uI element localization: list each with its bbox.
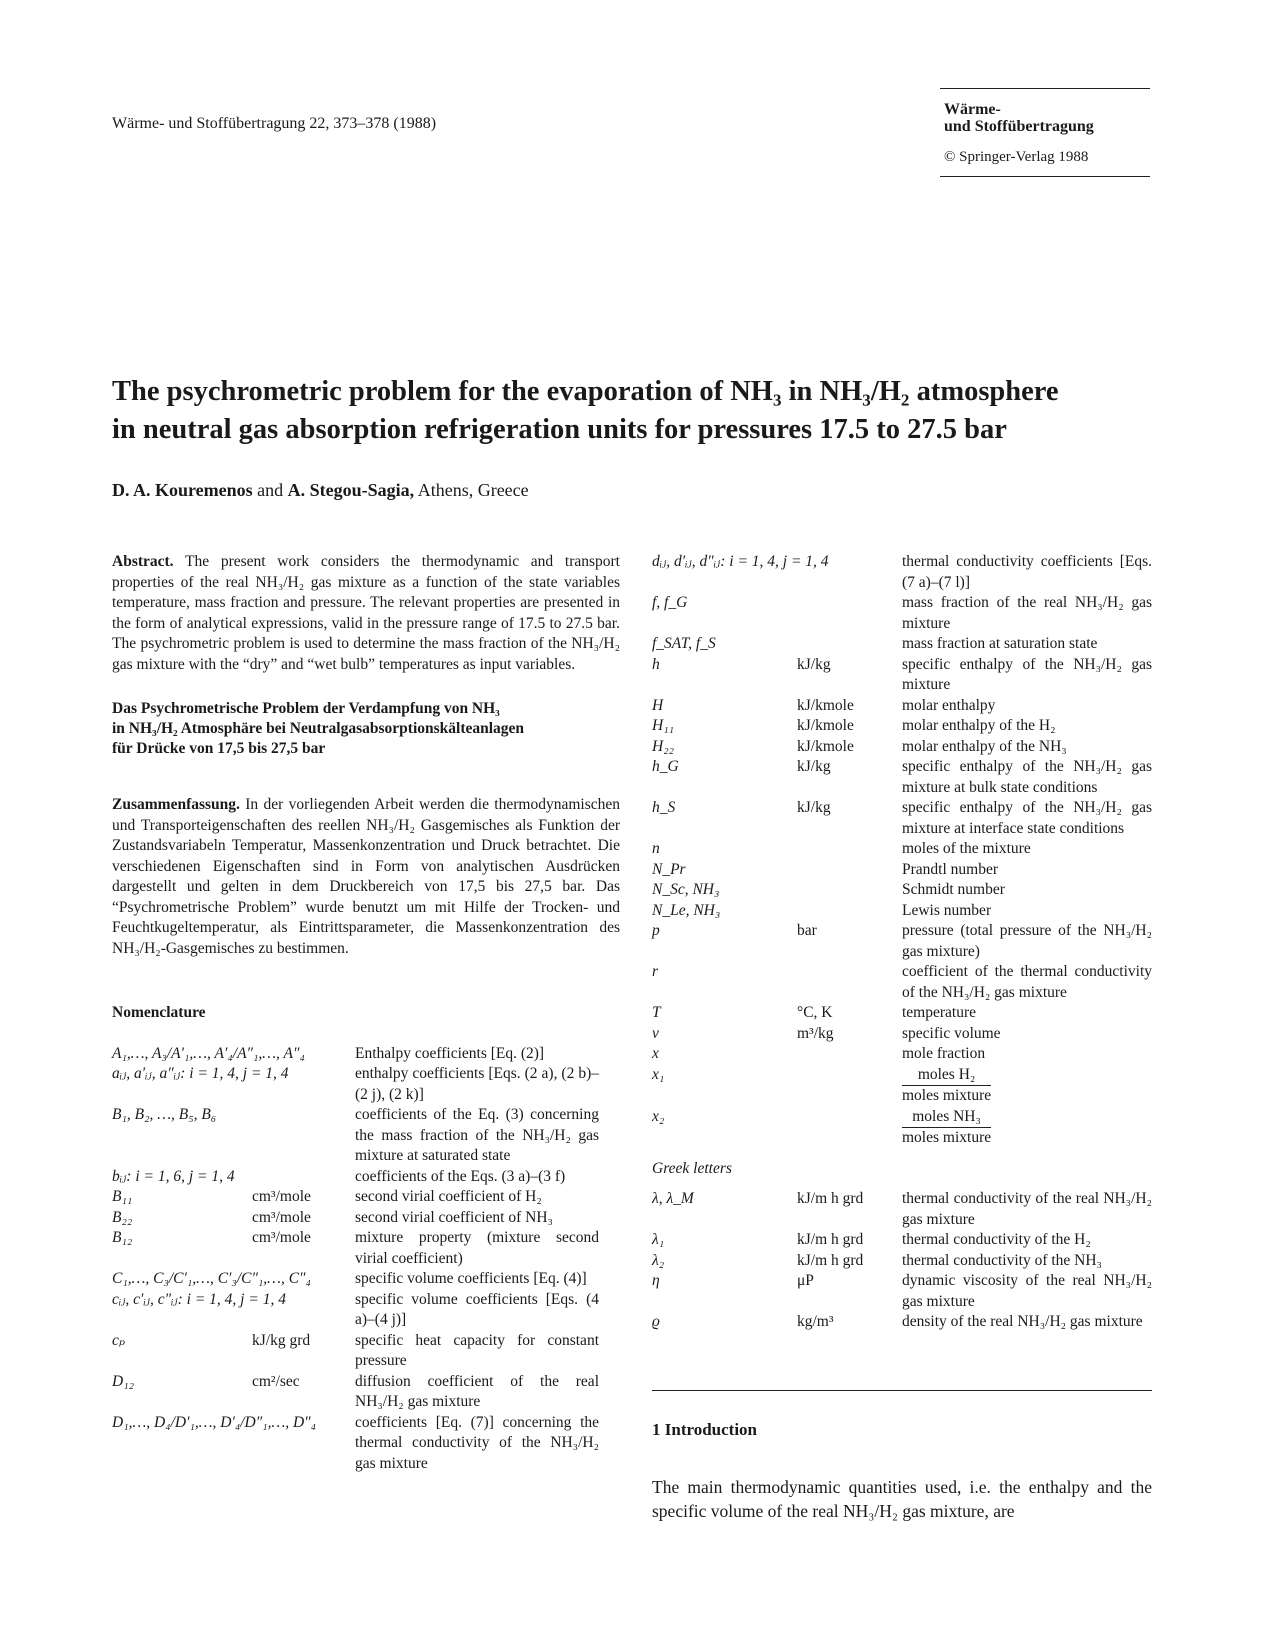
nomenclature-symbol: f_SAT, f_S [652,635,716,652]
german-title-line-1: Das Psychrometrische Problem der Verdampfung von NH₃ [112,700,500,717]
nomenclature-symbol: x [652,1045,659,1062]
nomenclature-symbol: η [652,1272,660,1289]
nomenclature-unit: kJ/m h grd [797,1251,864,1269]
nomenclature-row [652,1271,1152,1312]
nomenclature-symbol: B₂₂ [112,1208,133,1226]
author-line [112,480,529,501]
nomenclature-symbol: x₂ [652,1107,665,1125]
journal-logo-box [940,88,1150,177]
nomenclature-description: temperature [902,1004,977,1021]
nomenclature-description: dynamic viscosity of the real NH₃/H₂ gas mixture [902,1272,1152,1310]
nomenclature-row [652,1230,1152,1251]
nomenclature-row [652,1251,1152,1272]
nomenclature-symbol: N_Pr [652,860,686,878]
fraction-denominator: moles mixture [902,1129,992,1146]
nomenclature-row [652,716,1152,737]
nomenclature-symbol: dᵢⱼ, d′ᵢⱼ, d″ᵢⱼ: i = 1, 4, j = 1, 4 [652,553,829,570]
journal-citation: Wärme- und Stoffübertragung 22, 373–378 (1988) [112,115,437,132]
nomenclature-row [652,798,1152,839]
nomenclature-symbol: h [652,655,660,673]
nomenclature-fraction [902,1065,1152,1107]
nomenclature-list-greek [652,1189,1152,1333]
nomenclature-description: specific enthalpy of the NH₃/H₂ gas mixture [902,655,1152,693]
nomenclature-row [112,1044,620,1065]
nomenclature-description: enthalpy coefficients [Eqs. (2 a), (2 b)–(2 j), (2 k)] [355,1065,599,1103]
german-title-line-3: für Drücke von 17,5 bis 27,5 bar [112,740,326,757]
nomenclature-row [652,696,1152,717]
nomenclature-symbol: bᵢⱼ: i = 1, 6, j = 1, 4 [112,1167,235,1185]
nomenclature-row [652,1189,1152,1230]
nomenclature-symbol: x₁ [652,1065,665,1083]
nomenclature-row [652,880,1152,901]
nomenclature-symbol: r [652,963,659,980]
nomenclature-row-x1 [652,1065,1152,1107]
abstract-text: The present work considers the thermodynamic and transport properties of the real NH₃/H₂ gas mixture as a function of the state variables temperature, mass fraction and pressure. The relevant properties are presented in the form of analytical expressions, valid in the pressure range of 17.5 to 27.5 bar. The psychrometric problem is used to determine the mass fraction of the NH₃/H₂ gas mixture with the “dry” and “wet bulb” temperatures as input variables. [112,553,620,673]
nomenclature-description: coefficient of the thermal conductivity of the NH₃/H₂ gas mixture [902,963,1152,1001]
nomenclature-description: second virial coefficient of NH₃ [355,1208,553,1226]
nomenclature-row [652,552,1152,593]
author-conjunction: and [257,480,284,500]
german-summary-label: Zusammenfassung. [112,796,240,813]
nomenclature-unit: kJ/kmole [797,696,854,714]
nomenclature-symbol: B₁₂ [112,1229,133,1246]
nomenclature-symbol: N_Sc, NH₃ [652,881,720,898]
nomenclature-fraction [902,1107,1152,1149]
nomenclature-description: specific volume coefficients [Eq. (4)] [355,1270,587,1287]
nomenclature-row [112,1167,620,1188]
nomenclature-description: Schmidt number [902,881,1005,898]
german-summary [112,795,620,959]
author-location: Athens, Greece [417,480,529,500]
nomenclature-description: diffusion coefficient of the real NH₃/H₂ gas mixture [355,1372,599,1410]
nomenclature-list-right [652,552,1152,1065]
nomenclature-unit: kJ/kg [797,655,831,673]
nomenclature-description: coefficients of the Eqs. (3 a)–(3 f) [355,1167,566,1185]
nomenclature-unit: bar [797,922,817,939]
nomenclature-row [652,1024,1152,1045]
nomenclature-row [652,757,1152,798]
nomenclature-symbol: n [652,840,660,857]
paper-title [112,373,1162,449]
nomenclature-row [652,839,1152,860]
nomenclature-symbol: h_S [652,799,676,816]
nomenclature-description: Lewis number [902,901,992,919]
nomenclature-description: thermal conductivity coefficients [Eqs. (7 a)–(7 l)] [902,553,1152,591]
nomenclature-unit: cm²/sec [252,1372,300,1390]
nomenclature-unit: kJ/kmole [797,737,854,755]
nomenclature-row-x2 [652,1107,1152,1149]
nomenclature-unit: kJ/kmole [797,717,854,734]
nomenclature-row [112,1290,620,1331]
nomenclature-symbol: D₁,…, D₄/D′₁,…, D′₄/D″₁,…, D″₄ [112,1413,317,1431]
nomenclature-description: second virial coefficient of H₂ [355,1188,542,1205]
fraction-denominator: moles mixture [902,1087,992,1104]
journal-name-line1: Wärme- [944,101,1001,118]
nomenclature-unit: μP [797,1272,814,1289]
nomenclature-list-left [112,1044,620,1475]
nomenclature-symbol: cᵢⱼ, c′ᵢⱼ, c″ᵢⱼ: i = 1, 4, j = 1, 4 [112,1290,286,1308]
title-line-1: The psychrometric problem for the evaporation of NH₃ in NH₃/H₂ atmosphere [112,376,1059,407]
nomenclature-symbol: H₂₂ [652,737,674,755]
nomenclature-description: molar enthalpy [902,696,996,714]
nomenclature-unit: kg/m³ [797,1313,834,1330]
nomenclature-row [112,1331,620,1372]
copyright-notice: © Springer-Verlag 1988 [944,149,1089,165]
nomenclature-unit: kJ/kg [797,799,831,816]
nomenclature-description: specific volume [902,1024,1001,1042]
nomenclature-description: coefficients of the Eq. (3) concerning the mass fraction of the NH₃/H₂ gas mixture at saturated state [355,1106,599,1164]
nomenclature-description: specific enthalpy of the NH₃/H₂ gas mixture at bulk state conditions [902,758,1152,796]
nomenclature-heading: Nomenclature [112,1004,206,1021]
right-column [652,552,1152,1333]
nomenclature-symbol: H [652,696,664,714]
nomenclature-description: coefficients [Eq. (7)] concerning the thermal conductivity of the NH₃/H₂ gas mixture [355,1413,599,1472]
nomenclature-unit: cm³/mole [252,1188,311,1205]
nomenclature-unit: kJ/kg grd [252,1331,311,1349]
nomenclature-description: specific enthalpy of the NH₃/H₂ gas mixture at interface state conditions [902,799,1152,837]
nomenclature-row [652,921,1152,962]
abstract [112,552,620,675]
nomenclature-row [112,1187,620,1208]
nomenclature-unit: cm³/mole [252,1229,311,1246]
nomenclature-symbol: N_Le, NH₃ [652,901,721,919]
nomenclature-symbol: f, f_G [652,594,688,611]
left-column [112,552,620,1474]
german-summary-text: In der vorliegenden Arbeit werden die thermodynamischen und Transporteigenschaften des reellen NH₃/H₂ Gasgemisches als Funktion der Zustandsvariabeln Temperatur, Massenkonzentration und Druck betrachtet. Die verschiedenen Eigenschaften sind in Form von analytischen Ausdrücken dargestellt und gelten in dem Druckbereich von 17,5 bis 27,5 bar. Das “Psychrometrische Problem” wurde benutzt um mit Hilfe der Trocken- und Feuchtkugeltemperatur, als Eintrittsparameter, die Massenkonzentration des NH₃/H₂-Gasgemisches zu bestimmen. [112,796,620,957]
nomenclature-unit: kJ/m h grd [797,1231,864,1248]
title-line-2: in neutral gas absorption refrigeration units for pressures 17.5 to 27.5 bar [112,414,1007,445]
nomenclature-row [112,1269,620,1290]
fraction-numerator: moles H₂ [902,1065,991,1087]
nomenclature-symbol: B₁₁ [112,1188,133,1205]
nomenclature-row [652,1003,1152,1024]
nomenclature-row [652,593,1152,634]
nomenclature-symbol: p [652,922,660,939]
author-1: D. A. Kouremenos [112,480,253,500]
nomenclature-row [112,1372,620,1413]
author-2: A. Stegou-Sagia, [287,480,415,500]
nomenclature-description: Enthalpy coefficients [Eq. (2)] [355,1044,545,1062]
nomenclature-row [112,1105,620,1167]
nomenclature-unit: kJ/kg [797,758,831,775]
nomenclature-description: molar enthalpy of the H₂ [902,717,1056,734]
nomenclature-row [652,634,1152,655]
introduction-heading: 1 Introduction [652,1420,758,1439]
nomenclature-description: mass fraction of the real NH₃/H₂ gas mixture [902,594,1152,632]
nomenclature-description: pressure (total pressure of the NH₃/H₂ gas mixture) [902,922,1152,960]
nomenclature-row [112,1228,620,1269]
nomenclature-row [112,1208,620,1229]
abstract-label: Abstract. [112,553,174,570]
nomenclature-unit: kJ/m h grd [797,1190,864,1207]
nomenclature-row [652,737,1152,758]
nomenclature-description: thermal conductivity of the H₂ [902,1231,1091,1248]
nomenclature-row [112,1413,620,1475]
journal-name-line2: und Stoffübertragung [944,118,1094,135]
nomenclature-row [652,901,1152,922]
greek-letters-heading: Greek letters [652,1159,732,1177]
nomenclature-row [652,655,1152,696]
nomenclature-row [652,962,1152,1003]
nomenclature-symbol: B₁, B₂, …, B₅, B₆ [112,1106,217,1123]
nomenclature-description: molar enthalpy of the NH₃ [902,737,1067,755]
nomenclature-symbol: v [652,1024,659,1042]
german-title-line-2: in NH₃/H₂ Atmosphäre bei Neutralgasabsorptionskälteanlagen [112,720,525,737]
nomenclature-description: Prandtl number [902,860,998,878]
nomenclature-symbol: h_G [652,758,679,775]
nomenclature-symbol: H₁₁ [652,717,674,734]
nomenclature-symbol: T [652,1004,661,1021]
nomenclature-description: specific volume coefficients [Eqs. (4 a)–(4 j)] [355,1290,599,1328]
nomenclature-unit: °C, K [797,1004,833,1021]
nomenclature-description: thermal conductivity of the real NH₃/H₂ gas mixture [902,1190,1152,1228]
nomenclature-row [652,1312,1152,1333]
nomenclature-symbol: C₁,…, C₃/C′₁,…, C′₃/C″₁,…, C″₄ [112,1270,311,1287]
german-title [112,699,620,759]
nomenclature-symbol: A₁,…, A₃/A′₁,…, A′₄/A″₁,…, A″₄ [112,1044,305,1062]
nomenclature-description: specific heat capacity for constant pressure [355,1331,599,1369]
nomenclature-description: mole fraction [902,1045,986,1062]
nomenclature-symbol: λ, λ_M [652,1190,694,1207]
nomenclature-symbol: ϱ [652,1313,660,1330]
nomenclature-symbol: λ₂ [652,1251,665,1269]
nomenclature-unit: m³/kg [797,1024,834,1042]
nomenclature-row [652,860,1152,881]
nomenclature-description: mixture property (mixture second virial coefficient) [355,1229,599,1267]
section-divider [652,1390,1152,1391]
nomenclature-symbol: D₁₂ [112,1372,134,1390]
nomenclature-description: density of the real NH₃/H₂ gas mixture [902,1313,1143,1330]
introduction-text: The main thermodynamic quantities used, i.e. the enthalpy and the specific volume of the real NH₃/H₂ gas mixture, are [652,1477,1152,1521]
nomenclature-row [652,1044,1152,1065]
nomenclature-symbol: aᵢⱼ, a′ᵢⱼ, a″ᵢⱼ: i = 1, 4, j = 1, 4 [112,1065,289,1082]
nomenclature-description: moles of the mixture [902,840,1031,857]
nomenclature-row [112,1064,620,1105]
nomenclature-symbol: λ₁ [652,1231,665,1248]
nomenclature-description: thermal conductivity of the NH₃ [902,1251,1102,1269]
nomenclature-unit: cm³/mole [252,1208,311,1226]
fraction-numerator: moles NH₃ [902,1107,991,1129]
nomenclature-symbol: cₚ [112,1331,126,1349]
nomenclature-description: mass fraction at saturation state [902,635,1098,652]
